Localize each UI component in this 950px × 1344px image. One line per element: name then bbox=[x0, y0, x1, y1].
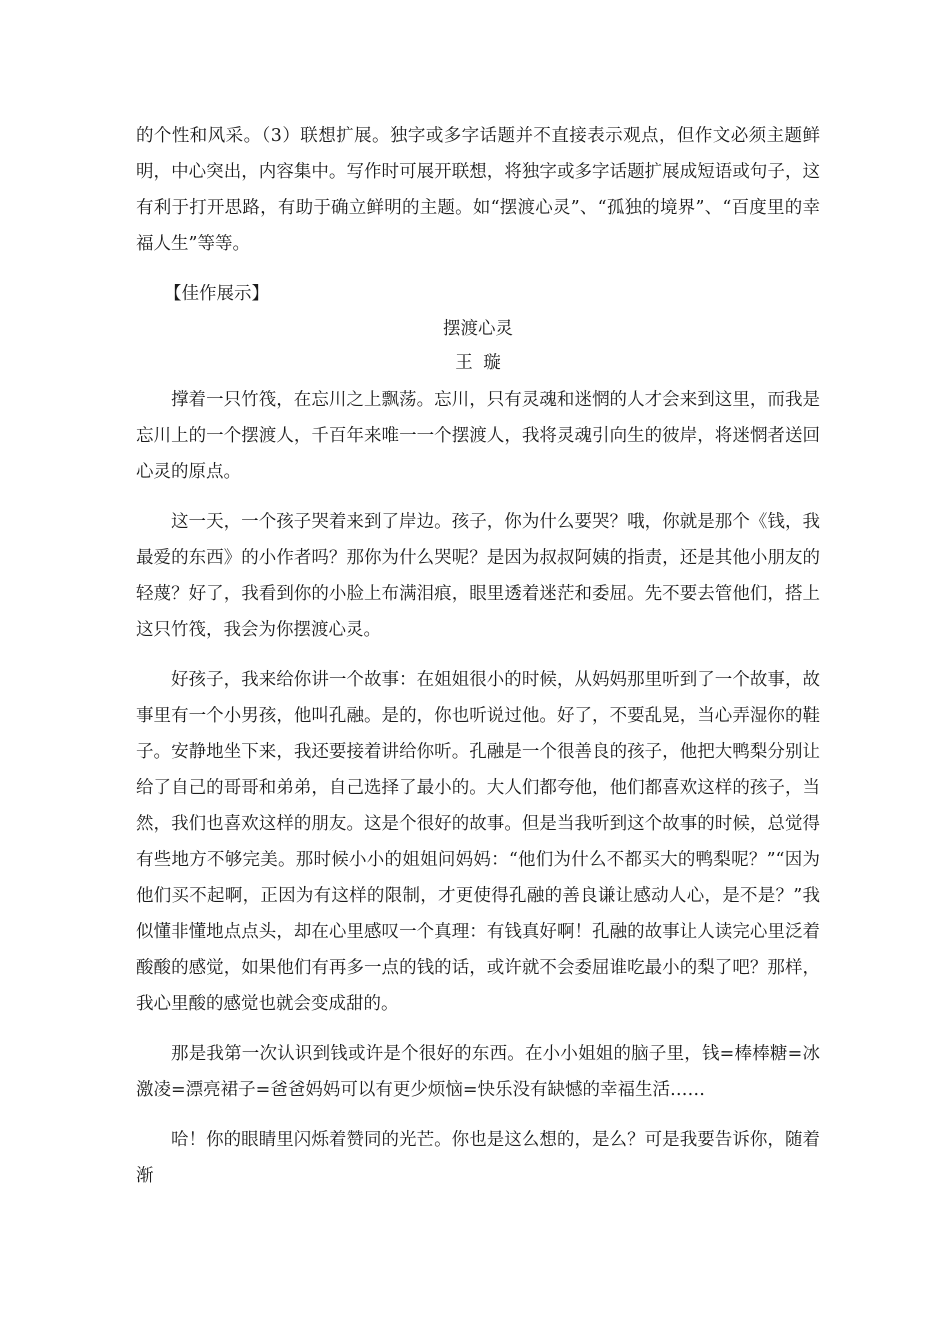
essay-paragraph: 好孩子，我来给你讲一个故事：在姐姐很小的时候，从妈妈那里听到了一个故事，故事里有一个小男孩，他叫孔融。是的，你也听说过他。好了，不要乱晃，当心弄湿你的鞋子。安静地坐下来，我还要接着讲给你听。孔融是一个很善良的孩子，他把大鸭梨分别让给了自己的哥哥和弟弟，自己选择了最小的。大人们都夸他，他们都喜欢这样的孩子，当然，我们也喜欢这样的朋友。这是个很好的故事。但是当我听到这个故事的时候，总觉得有些地方不够完美。那时候小小的姐姐问妈妈：“他们为什么不都买大的鸭梨呢？”“因为他们买不起啊，正因为有这样的限制，才更使得孔融的善良谦让感动人心，是不是？”我似懂非懂地点点头，却在心里感叹一个真理：有钱真好啊！孔融的故事让人读完心里泛着酸酸的感觉，如果他们有再多一点的钱的话，或许就不会委屈谁吃最小的梨了吧？那样，我心里酸的感觉也就会变成甜的。 bbox=[136, 670, 820, 1014]
intro-paragraph: 的个性和风采。（3）联想扩展。独字或多字话题并不直接表示观点，但作文必须主题鲜明，中心突出，内容集中。写作时可展开联想，将独字或多字话题扩展成短语或句子，这有利于打开思路，有助于确立鲜明的主题。如“摆渡心灵”、“孤独的境界”、“百度里的幸福人生”等等。 bbox=[136, 126, 820, 254]
essay-paragraph: 那是我第一次认识到钱或许是个很好的东西。在小小姐姐的脑子里，钱=棒棒糖=冰激凌=漂亮裙子=爸爸妈妈可以有更少烦恼=快乐没有缺憾的幸福生活…… bbox=[136, 1044, 820, 1100]
essay-author: 王璇 bbox=[455, 353, 512, 373]
essay-paragraph: 哈！你的眼睛里闪烁着赞同的光芒。你也是这么想的，是么？可是我要告诉你，随着渐 bbox=[136, 1130, 820, 1186]
essay-paragraph: 这一天，一个孩子哭着来到了岸边。孩子，你为什么要哭？哦，你就是那个《钱，我最爱的东西》的小作者吗？那你为什么哭呢？是因为叔叔阿姨的指责，还是其他小朋友的轻蔑？好了，我看到你的小脸上布满泪痕，眼里透着迷茫和委屈。先不要去管他们，搭上这只竹筏，我会为你摆渡心灵。 bbox=[136, 512, 820, 640]
essay-author-line bbox=[136, 346, 820, 380]
essay-paragraph: 撑着一只竹筏，在忘川之上飘荡。忘川，只有灵魂和迷惘的人才会来到这里，而我是忘川上的一个摆渡人，千百年来唯一一个摆渡人，我将灵魂引向生的彼岸，将迷惘者送回心灵的原点。 bbox=[136, 390, 820, 482]
document-body bbox=[136, 118, 820, 1208]
essay-title: 摆渡心灵 bbox=[443, 319, 513, 339]
section-tag: 【佳作展示】 bbox=[164, 284, 269, 304]
